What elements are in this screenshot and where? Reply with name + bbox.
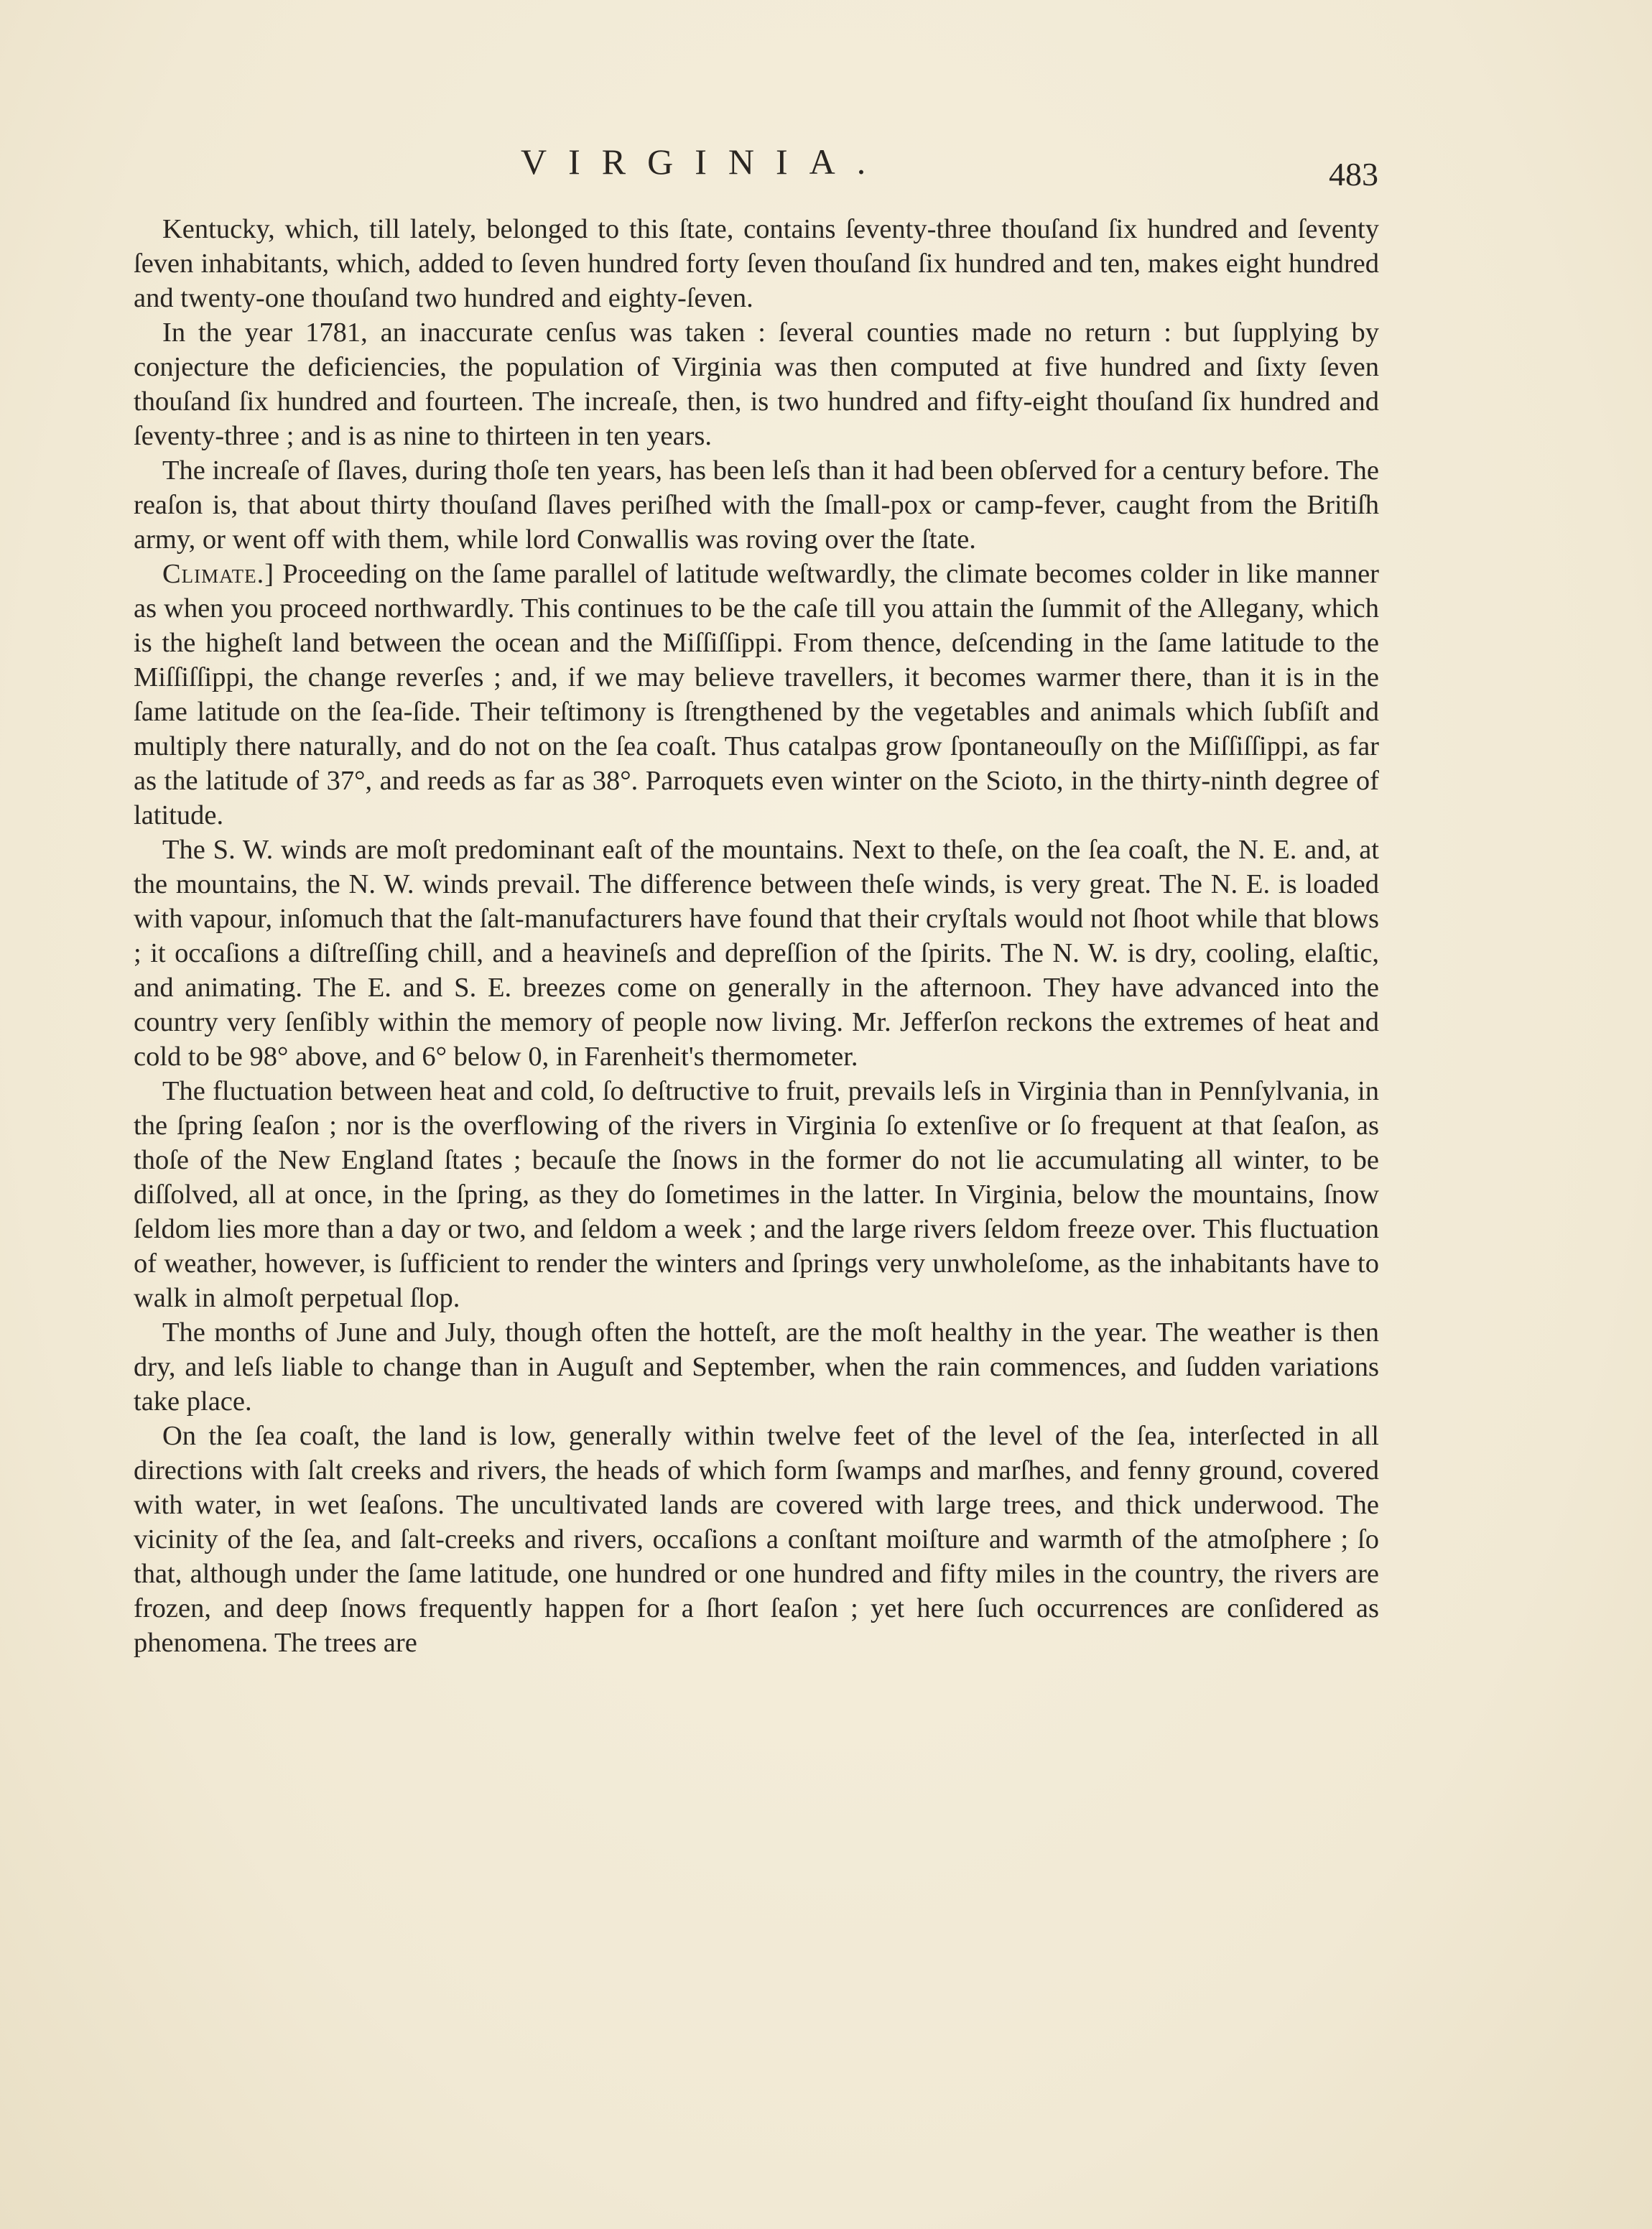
paragraph-kentucky: Kentucky, which, till lately, belonged to this ſtate, contains ſeventy-three thouſand ſix hundred and ſeventy ſeven inhabitants, which, added to ſeven hundred forty ſeven thouſand ſix hundred and ten, makes eight hundred and twenty-one thouſand two hundred and eighty-ſeven. (134, 214, 1379, 313)
paragraph-census-1781: In the year 1781, an inaccurate cenſus was taken : ſeveral counties made no return : but ſupplying by conjecture the deficiencies, the population of Virginia was then computed at five hundred and ſixty ſeven thouſand ſix hundred and fourteen. The increaſe, then, is two hundred and fifty-eight thouſand ſix hundred and ſeventy-three ; and is as nine to thirteen in ten years. (134, 318, 1379, 451)
paragraph-june-july: The months of June and July, though often the hotteſt, are the moſt healthy in the year. The weather is then dry, and leſs liable to change than in Auguſt and September, when the rain commences, and ſudden variations take place. (134, 1317, 1379, 1417)
paragraph-winds: The S. W. winds are moſt predominant eaſt of the mountains. Next to theſe, on the ſea coaſt, the N. E. and, at the mountains, the N. W. winds prevail. The difference between theſe winds, is very great. The N. E. is loaded with vapour, inſomuch that the ſalt-manufacturers have found that their cryſtals would not ſhoot while that blows ; it occaſions a diſtreſſing chill, and a heavineſs and depreſſion of the ſpirits. The N. W. is dry, cooling, elaſtic, and animating. The E. and S. E. breezes come on generally in the afternoon. They have advanced into the country very ſenſibly within the memory of people now living. Mr. Jefferſon reckons the extremes of heat and cold to be 98° above, and 6° below 0, in Farenheit's thermometer. (134, 835, 1379, 1072)
running-title: VIRGINIA. (521, 142, 888, 182)
page-number: 483 (1329, 156, 1378, 193)
body-text (134, 212, 1379, 1660)
climate-text: Proceeding on the ſame parallel of latitude weſtwardly, the climate becomes colder in like manner as when you proceed northwardly. This continues to be the caſe till you attain the ſummit of the Allegany, which is the higheſt land between the ocean and the Miſſiſſippi. From thence, deſcending in the ſame latitude to the Miſſiſſippi, the change reverſes ; and, if we may believe travellers, it becomes warmer there, than it is in the ſame latitude on the ſea-ſide. Their teſtimony is ſtrengthened by the vegetables and animals which ſubſiſt and multiply there naturally, and do not on the ſea coaſt. Thus catalpas grow ſpontaneouſly on the Miſſiſſippi, as far as the latitude of 37°, and reeds as far as 38°. Parroquets even winter on the Scioto, in the thirty-ninth degree of latitude. (134, 559, 1379, 830)
paragraph-fluctuation: The fluctuation between heat and cold, ſo deſtructive to fruit, prevails leſs in Virginia than in Pennſylvania, in the ſpring ſeaſon ; nor is the overflowing of the rivers in Virginia ſo extenſive or ſo frequent at that ſeaſon, as thoſe of the New England ſtates ; becauſe the ſnows in the former do not lie accumulating all winter, to be diſſolved, all at once, in the ſpring, as they do ſometimes in the latter. In Virginia, below the mountains, ſnow ſeldom lies more than a day or two, and ſeldom a week ; and the large rivers ſeldom freeze over. This fluctuation of weather, however, is ſufficient to render the winters and ſprings very unwholeſome, as the inhabitants have to walk in almoſt perpetual ſlop. (134, 1076, 1379, 1313)
climate-sidehead: Climate.] (162, 559, 275, 589)
page-header (0, 141, 1652, 198)
paragraph-slaves-increase: The increaſe of ſlaves, during thoſe ten years, has been leſs than it had been obſerved for a century before. The reaſon is, that about thirty thouſand ſlaves periſhed with the ſmall-pox or camp-fever, caught from the Britiſh army, or went off with them, while lord Conwallis was roving over the ſtate. (134, 455, 1379, 555)
paragraph-climate (134, 557, 1379, 833)
paragraph-sea-coast: On the ſea coaſt, the land is low, generally within twelve feet of the level of the ſea, interſected in all directions with ſalt creeks and rivers, the heads of which form ſwamps and marſhes, and fenny ground, covered with water, in wet ſeaſons. The uncultivated lands are covered with large trees, and thick underwood. The vicinity of the ſea, and ſalt-creeks and rivers, occaſions a conſtant moiſture and warmth of the atmoſphere ; ſo that, although under the ſame latitude, one hundred or one hundred and fifty miles in the country, the rivers are frozen, and deep ſnows frequently happen for a ſhort ſeaſon ; yet here ſuch occurrences are conſidered as phenomena. The trees are (134, 1421, 1379, 1658)
